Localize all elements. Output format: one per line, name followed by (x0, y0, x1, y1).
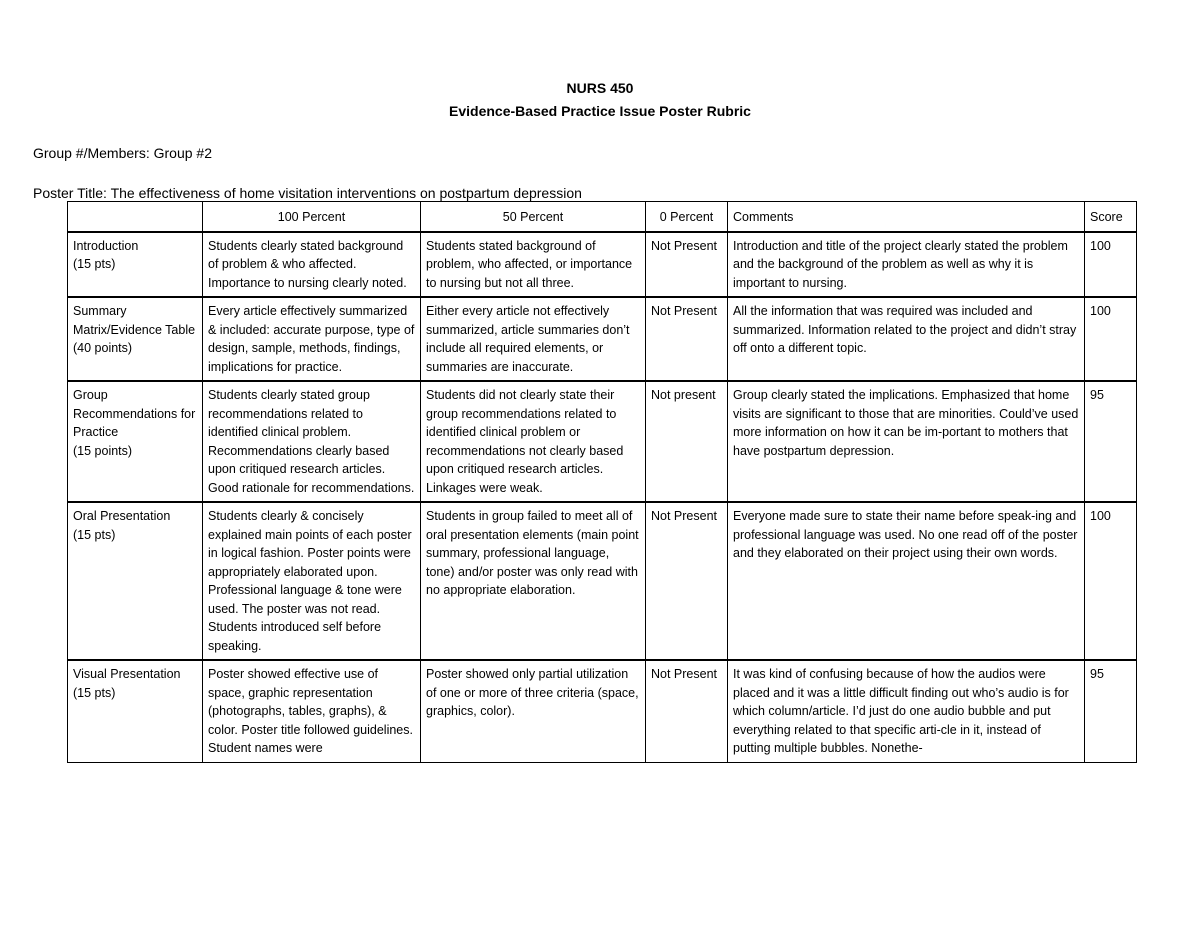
criterion-cell (68, 232, 203, 298)
criterion-text: Introduction (15 pts) (73, 238, 139, 271)
full-credit-text: Poster showed effective use of space, graphic representation (photographs, tables, graphs), & color. Poster title followed guidelines. Student names were (208, 667, 413, 755)
score-text: 100 (1090, 304, 1111, 318)
half-credit-text: Students in group failed to meet all of oral presentation elements (main point summary, professional language, tone) and/or poster was only read with no appropriate elaboration. (426, 509, 639, 597)
half-credit-cell (421, 297, 646, 381)
full-credit-cell (203, 297, 421, 381)
half-credit-text: Either every article not effectively summarized, article summaries don’t include all required elements, or summaries are inaccurate. (426, 304, 630, 374)
group-label: Group #/Members: (33, 145, 150, 161)
comments-cell (728, 381, 1085, 502)
criterion-cell (68, 502, 203, 660)
full-credit-cell (203, 502, 421, 660)
zero-credit-text: Not Present (651, 667, 718, 681)
table-header-row (68, 202, 1137, 232)
header-comments: Comments (728, 202, 1085, 232)
score-text: 100 (1090, 509, 1111, 523)
comments-text: All the information that was required was included and summarized. Information related to the project and didn’t stray off onto a different topic. (733, 304, 1077, 355)
comments-text: Introduction and title of the project clearly stated the problem and the background of the problem as well as why it is important to nursing. (733, 238, 1068, 290)
full-credit-text: Students clearly & concisely explained main points of each poster in logical fashion. Poster points were appropriately elaborated upon. Professional language & tone were used. The poster was not read. Students introduced self before speaking. (208, 509, 412, 653)
table-row (68, 502, 1137, 660)
half-credit-cell (421, 232, 646, 298)
zero-credit-cell (646, 381, 728, 502)
header-50-percent: 50 Percent (421, 202, 646, 232)
full-credit-text: Students clearly stated background of problem & who affected. Importance to nursing clearly noted. (208, 238, 407, 290)
half-credit-text: Poster showed only partial utilization of one or more of three criteria (space, graphics, color). (426, 667, 639, 718)
criterion-text: Group Recommendations for Practice (15 points) (73, 388, 196, 458)
table-row (68, 660, 1137, 762)
group-value: Group #2 (153, 145, 212, 161)
comments-text: Everyone made sure to state their name before speak-ing and professional language was used. No one read off of the poster and they elaborated on their project using their own words. (733, 509, 1078, 560)
criterion-text: Oral Presentation (15 pts) (73, 509, 171, 542)
comments-text: It was kind of confusing because of how the audios were placed and it was a little difficult finding out who’s audio is for which column/article. I’d just do one audio bubble and put everything related to that specific arti-cle in it, instead of putting multiple bubbles. Nonethe- (733, 667, 1069, 755)
zero-credit-text: Not Present (651, 304, 718, 318)
half-credit-text: Students stated background of problem, who affected, or importance to nursing but not all three. (426, 238, 633, 290)
score-cell (1085, 232, 1137, 298)
poster-title-line (33, 184, 582, 202)
half-credit-cell (421, 660, 646, 762)
header-100-percent: 100 Percent (203, 202, 421, 232)
rubric-table (67, 201, 1137, 763)
comments-cell (728, 660, 1085, 762)
zero-credit-text: Not Present (651, 509, 718, 523)
full-credit-cell (203, 660, 421, 762)
half-credit-text: Students did not clearly state their group recommendations related to identified clinical problem or recommendations not clearly based upon critiqued research articles. Linkages were weak. (426, 388, 624, 495)
comments-cell (728, 232, 1085, 298)
group-line (33, 144, 212, 162)
table-row (68, 381, 1137, 502)
zero-credit-cell (646, 502, 728, 660)
score-cell (1085, 502, 1137, 660)
score-text: 100 (1090, 238, 1111, 253)
course-title: NURS 450 (566, 80, 634, 96)
full-credit-cell (203, 381, 421, 502)
table-row (68, 232, 1137, 298)
comments-text: Group clearly stated the implications. Emphasized that home visits are significant to those that are minorities. Could’ve used more information on how it can be im-portant to mothers that have postpartum depression. (733, 388, 1079, 458)
score-cell (1085, 297, 1137, 381)
criterion-cell (68, 381, 203, 502)
score-cell (1085, 381, 1137, 502)
header-score: Score (1085, 202, 1137, 232)
comments-cell (728, 297, 1085, 381)
half-credit-cell (421, 502, 646, 660)
header-criterion (68, 202, 203, 232)
full-credit-text: Students clearly stated group recommendations related to identified clinical problem. Recommendations clearly based upon critiqued research articles. Good rationale for recommendations. (208, 388, 415, 495)
score-text: 95 (1090, 667, 1104, 681)
criterion-text: Summary Matrix/Evidence Table (40 points) (73, 304, 196, 355)
zero-credit-cell (646, 232, 728, 298)
zero-credit-cell (646, 660, 728, 762)
half-credit-cell (421, 381, 646, 502)
comments-cell (728, 502, 1085, 660)
poster-title-label: Poster Title: (33, 185, 107, 201)
zero-credit-cell (646, 297, 728, 381)
zero-credit-text: Not present (651, 388, 716, 402)
rubric-title: Evidence-Based Practice Issue Poster Rubric (449, 103, 751, 119)
full-credit-cell (203, 232, 421, 298)
criterion-text: Visual Presentation (15 pts) (73, 667, 181, 700)
zero-credit-text: Not Present (651, 238, 718, 253)
criterion-cell (68, 660, 203, 762)
table-row (68, 297, 1137, 381)
criterion-cell (68, 297, 203, 381)
score-text: 95 (1090, 388, 1104, 402)
full-credit-text: Every article effectively summarized & included: accurate purpose, type of design, sample, methods, findings, implications for practice. (208, 304, 415, 374)
score-cell (1085, 660, 1137, 762)
poster-title-value: The effectiveness of home visitation interventions on postpartum depression (110, 185, 582, 201)
header-0-percent: 0 Percent (646, 202, 728, 232)
